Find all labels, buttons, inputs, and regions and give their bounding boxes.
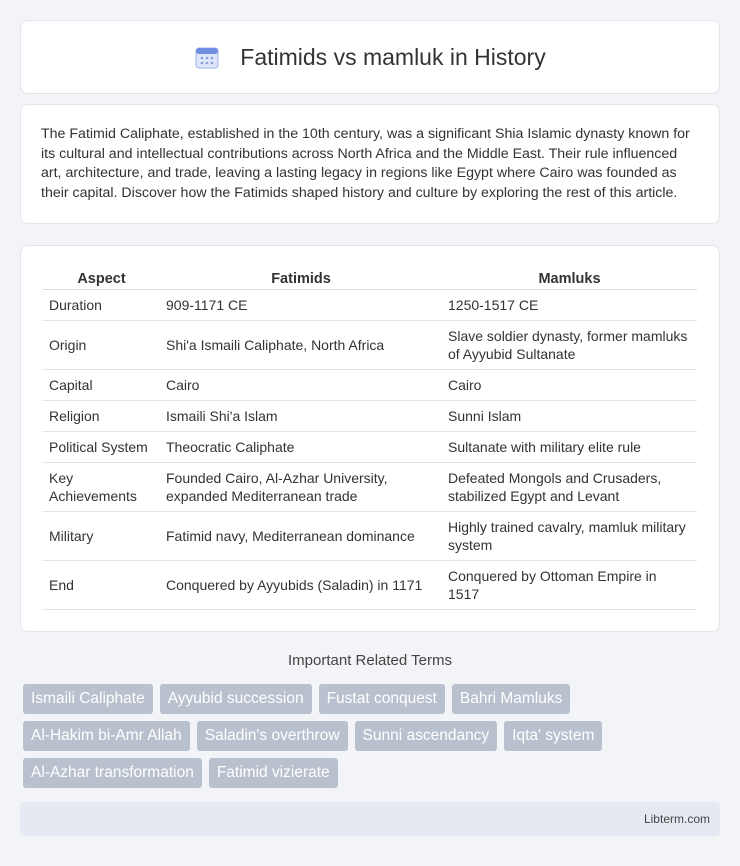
table-header-row	[43, 268, 697, 290]
footer-site-link[interactable]: Libterm.com	[643, 812, 710, 826]
table-cell: 1250-1517 CE	[442, 290, 697, 321]
footer	[20, 802, 720, 836]
column-header-mamluks: Mamluks	[442, 268, 697, 290]
table-cell: Sunni Islam	[442, 401, 697, 432]
table-cell: Fatimid navy, Mediterranean dominance	[160, 512, 442, 561]
table-cell: End	[43, 561, 160, 610]
term-tag[interactable]: Iqta' system	[504, 721, 602, 751]
table-cell: Sultanate with military elite rule	[442, 432, 697, 463]
table-row	[43, 290, 697, 321]
term-tag[interactable]: Fustat conquest	[319, 684, 445, 714]
intro-card	[20, 104, 720, 224]
table-cell: Conquered by Ottoman Empire in 1517	[442, 561, 697, 610]
intro-text: The Fatimid Caliphate, established in the 10th century, was a significant Shia Islamic dynasty known for its cultural and intellectual contributions across North Africa and the Middle East. Their rule influenced art, architecture, and trade, leaving a lasting legacy in regions like Egypt where Cairo was founded as their capital. Discover how the Fatimids shaped history and culture by exploring the rest of this article.	[41, 126, 690, 201]
table-cell: Founded Cairo, Al-Azhar University, expanded Mediterranean trade	[160, 463, 442, 512]
column-header-aspect: Aspect	[43, 268, 160, 290]
table-row	[43, 401, 697, 432]
table-row	[43, 561, 697, 610]
calendar-icon	[194, 44, 220, 70]
table-cell: Political System	[43, 432, 160, 463]
term-tag[interactable]: Saladin's overthrow	[197, 721, 348, 751]
table-cell: Theocratic Caliphate	[160, 432, 442, 463]
table-cell: Defeated Mongols and Crusaders, stabilized Egypt and Levant	[442, 463, 697, 512]
table-cell: Military	[43, 512, 160, 561]
page-title: Fatimids vs mamluk in History	[240, 43, 546, 70]
related-terms-title: Important Related Terms	[288, 652, 452, 669]
table-cell: 909-1171 CE	[160, 290, 442, 321]
table-row	[43, 321, 697, 370]
term-tag[interactable]: Ismaili Caliphate	[23, 684, 153, 714]
table-cell: Slave soldier dynasty, former mamluks of Ayyubid Sultanate	[442, 321, 697, 370]
table-row	[43, 463, 697, 512]
related-terms-list	[23, 684, 723, 795]
table-cell: Cairo	[160, 370, 442, 401]
term-tag[interactable]: Al-Azhar transformation	[23, 758, 202, 788]
term-tag[interactable]: Bahri Mamluks	[452, 684, 571, 714]
table-cell: Capital	[43, 370, 160, 401]
term-tag[interactable]: Fatimid vizierate	[209, 758, 338, 788]
table-row	[43, 512, 697, 561]
table-cell: Ismaili Shi'a Islam	[160, 401, 442, 432]
table-cell: Duration	[43, 290, 160, 321]
comparison-table-card	[20, 245, 720, 632]
term-tag[interactable]: Sunni ascendancy	[355, 721, 498, 751]
table-cell: Key Achievements	[43, 463, 160, 512]
table-cell: Conquered by Ayyubids (Saladin) in 1171	[160, 561, 442, 610]
comparison-table	[43, 268, 697, 610]
column-header-fatimids: Fatimids	[160, 268, 442, 290]
table-cell: Cairo	[442, 370, 697, 401]
term-tag[interactable]: Al-Hakim bi-Amr Allah	[23, 721, 190, 751]
table-row	[43, 432, 697, 463]
table-cell: Origin	[43, 321, 160, 370]
table-cell: Shi'a Ismaili Caliphate, North Africa	[160, 321, 442, 370]
table-row	[43, 370, 697, 401]
header-card	[20, 20, 720, 94]
table-cell: Highly trained cavalry, mamluk military system	[442, 512, 697, 561]
table-cell: Religion	[43, 401, 160, 432]
term-tag[interactable]: Ayyubid succession	[160, 684, 312, 714]
